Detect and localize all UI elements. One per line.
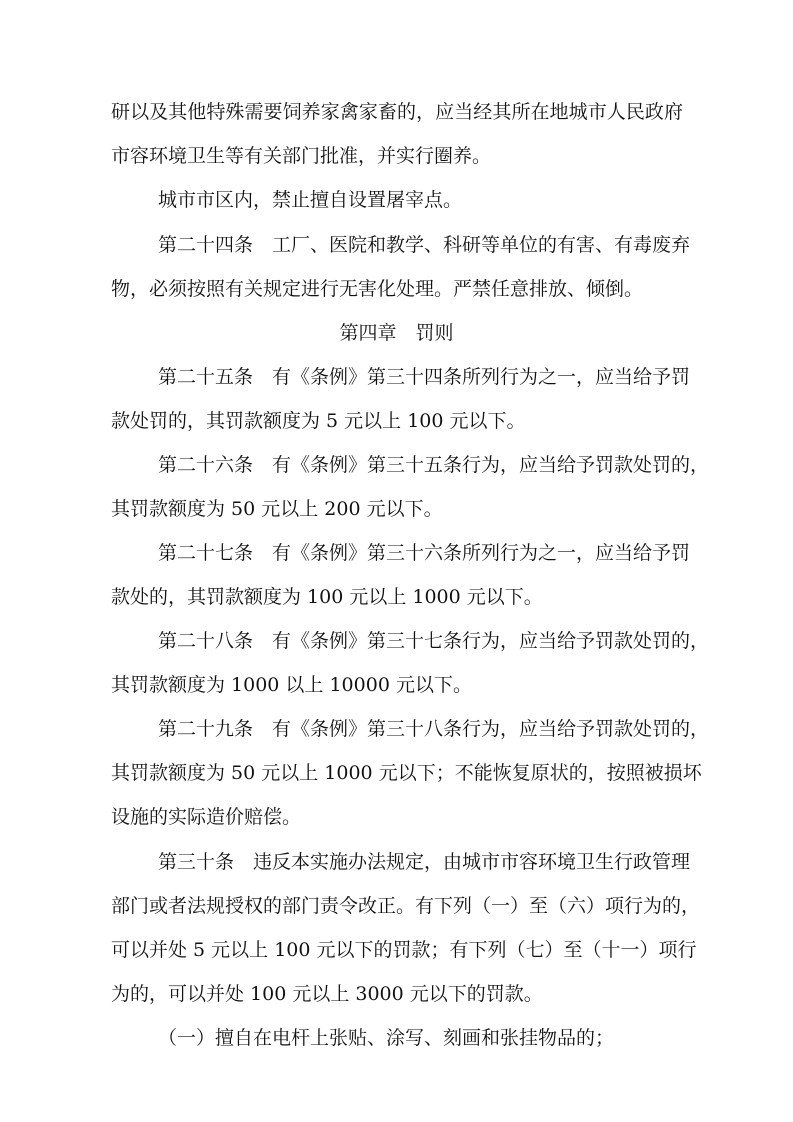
article-29-line2: 其罚款额度为 50 元以上 1000 元以下；不能恢复原状的，按照被损坏	[111, 762, 702, 784]
list-item-1: （一）擅自在电杆上张贴、涂写、刻画和张挂物品的；	[158, 1027, 615, 1049]
article-30-line4: 为的，可以并处 100 元以上 3000 元以下的罚款。	[111, 983, 543, 1005]
article-29-line1: 第二十九条 有《条例》第三十八条行为，应当给予罚款处罚的，	[158, 718, 710, 740]
article-28-line2: 其罚款额度为 1000 以上 10000 元以下。	[111, 674, 472, 696]
p2-line1: 城市市区内，禁止擅自设置屠宰点。	[158, 189, 463, 211]
article-28-line1: 第二十八条 有《条例》第三十七条行为，应当给予罚款处罚的，	[158, 630, 710, 652]
article-26-line1: 第二十六条 有《条例》第三十五条行为，应当给予罚款处罚的，	[158, 454, 710, 476]
p1-line1: 研以及其他特殊需要饲养家禽家畜的，应当经其所在地城市人民政府	[111, 101, 683, 123]
p1-line2: 市容环境卫生等有关部门批准，并实行圈养。	[111, 145, 492, 167]
article-30-line2: 部门或者法规授权的部门责令改正。有下列（一）至（六）项行为的，	[111, 895, 701, 917]
article-26-line2: 其罚款额度为 50 元以上 200 元以下。	[111, 498, 443, 520]
article-30-line1: 第三十条 违反本实施办法规定，由城市市容环境卫生行政管理	[158, 851, 691, 873]
chapter-heading: 第四章 罚则	[339, 322, 454, 344]
article-24-line2: 物，必须按照有关规定进行无害化处理。严禁任意排放、倾倒。	[111, 278, 644, 300]
article-27-line2: 款处的，其罚款额度为 100 元以上 1000 元以下。	[111, 586, 543, 608]
article-29-line3: 设施的实际造价赔偿。	[111, 806, 302, 828]
article-27-line1: 第二十七条 有《条例》第三十六条所列行为之一，应当给予罚	[158, 542, 691, 564]
article-25-line1: 第二十五条 有《条例》第三十四条所列行为之一，应当给予罚	[158, 366, 691, 388]
article-30-line3: 可以并处 5 元以上 100 元以下的罚款；有下列（七）至（十一）项行	[111, 939, 697, 961]
article-25-line2: 款处罚的，其罚款额度为 5 元以上 100 元以下。	[111, 410, 526, 432]
article-24-line1: 第二十四条 工厂、医院和教学、科研等单位的有害、有毒废弃	[158, 234, 691, 256]
